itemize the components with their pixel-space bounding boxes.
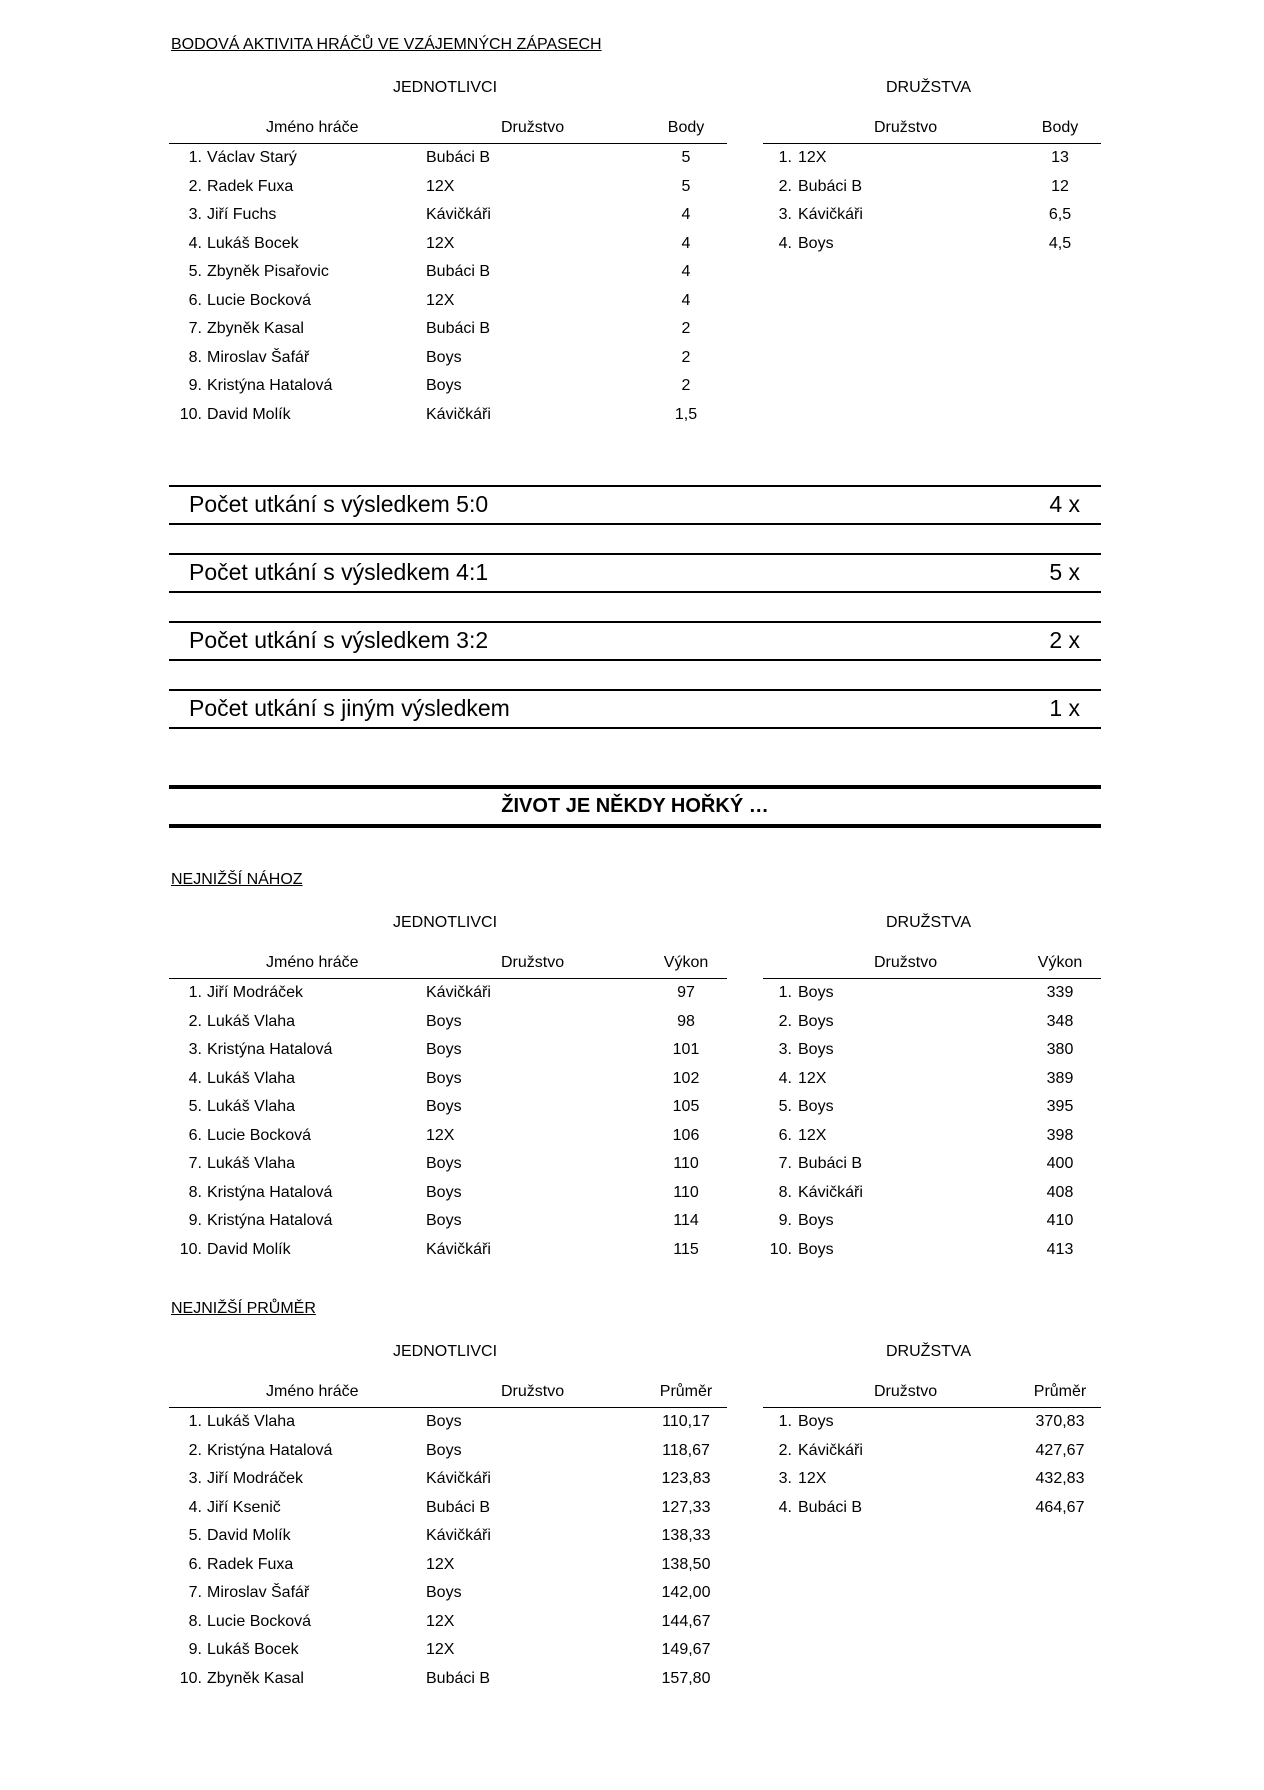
- points-individuals-caption: JEDNOTLIVCI: [393, 79, 498, 96]
- points-header-team: Družstvo: [501, 119, 565, 136]
- team-row-name: Boys: [798, 1413, 834, 1430]
- row-rank: 10.: [179, 1669, 202, 1687]
- result-label: Počet utkání s výsledkem 3:2: [189, 627, 489, 653]
- team-row-rank: 3.: [778, 1470, 792, 1487]
- roll-individuals-caption: JEDNOTLIVCI: [393, 914, 498, 931]
- team-row-value: 370,83: [1035, 1413, 1085, 1430]
- result-value: 1 x: [1049, 695, 1080, 721]
- team-row-name: Bubáci B: [798, 177, 863, 195]
- result-label: Počet utkání s výsledkem 4:1: [189, 559, 489, 585]
- avg-teams-header-rule: [763, 1407, 1101, 1408]
- row-player-name: Lukáš Vlaha: [207, 1012, 296, 1030]
- team-row-name: 12X: [798, 1470, 827, 1487]
- row-team-name: Kávičkáři: [426, 405, 491, 423]
- result-label: Počet utkání s výsledkem 5:0: [189, 491, 489, 517]
- team-row-name: Boys: [798, 1212, 834, 1229]
- row-value: 138,50: [661, 1555, 711, 1573]
- row-value: 98: [677, 1012, 695, 1030]
- row-team-name: 12X: [426, 1641, 455, 1658]
- result-value: 4 x: [1049, 491, 1080, 517]
- banner-title: ŽIVOT JE NĚKDY HOŘKÝ …: [501, 795, 769, 817]
- row-team-name: Boys: [426, 377, 462, 394]
- row-rank: 4.: [188, 1069, 202, 1087]
- row-player-name: David Molík: [207, 405, 291, 423]
- row-value: 138,33: [661, 1527, 711, 1544]
- row-player-name: Kristýna Hatalová: [207, 1441, 333, 1459]
- row-value: 144,67: [661, 1612, 711, 1630]
- result-bottom-rule: [169, 523, 1101, 525]
- row-rank: 4.: [188, 1498, 202, 1516]
- row-value: 114: [673, 1212, 699, 1229]
- row-value: 142,00: [661, 1584, 711, 1601]
- row-rank: 2.: [188, 1012, 202, 1030]
- row-team-name: Boys: [426, 1183, 462, 1201]
- row-value: 149,67: [661, 1641, 711, 1658]
- points-header-player: Jméno hráče: [266, 119, 359, 136]
- row-team-name: Boys: [426, 1098, 462, 1115]
- row-rank: 2.: [188, 177, 202, 195]
- roll-teams-header-rule: [763, 978, 1101, 979]
- row-player-name: Lucie Bocková: [207, 1612, 312, 1630]
- team-row-name: 12X: [798, 149, 827, 166]
- team-row-rank: 3.: [778, 1041, 792, 1058]
- row-team-name: Kávičkáři: [426, 206, 491, 223]
- row-value: 115: [673, 1240, 699, 1258]
- points-individuals-header-rule: [169, 143, 727, 144]
- row-rank: 8.: [188, 1612, 202, 1630]
- team-row-rank: 8.: [778, 1183, 792, 1201]
- team-row-name: 12X: [798, 1069, 827, 1087]
- row-team-name: 12X: [426, 1126, 455, 1144]
- row-rank: 10.: [179, 405, 202, 423]
- row-team-name: Bubáci B: [426, 263, 491, 280]
- row-rank: 7.: [188, 1584, 202, 1601]
- row-value: 2: [681, 320, 691, 337]
- row-value: 2: [681, 377, 691, 394]
- row-team-name: Bubáci B: [426, 1669, 491, 1687]
- avg-header-value: Průměr: [659, 1383, 713, 1400]
- team-row-name: Kávičkáři: [798, 1441, 863, 1459]
- row-team-name: Boys: [426, 1041, 462, 1058]
- row-value: 110: [673, 1155, 699, 1172]
- row-rank: 9.: [188, 377, 202, 394]
- row-value: 1,5: [674, 405, 698, 423]
- points-team-header-team: Družstvo: [874, 119, 938, 136]
- team-row-rank: 1.: [778, 1413, 792, 1430]
- row-team-name: 12X: [426, 1555, 455, 1573]
- row-value: 4: [681, 263, 691, 280]
- row-rank: 6.: [188, 1126, 202, 1144]
- row-value: 127,33: [661, 1498, 711, 1516]
- roll-individuals-header-rule: [169, 978, 727, 979]
- team-row-value: 432,83: [1035, 1470, 1085, 1487]
- team-row-name: Boys: [798, 984, 834, 1001]
- row-player-name: Jiří Fuchs: [207, 206, 277, 223]
- row-team-name: 12X: [426, 177, 455, 195]
- roll-teams-caption: DRUŽSTVA: [886, 914, 972, 931]
- row-team-name: 12X: [426, 1612, 455, 1630]
- result-top-rule: [169, 689, 1101, 691]
- row-player-name: Radek Fuxa: [207, 1555, 294, 1573]
- avg-header-team: Družstvo: [501, 1383, 565, 1400]
- result-top-rule: [169, 621, 1101, 623]
- points-teams-header-rule: [763, 143, 1101, 144]
- avg-teams-caption: DRUŽSTVA: [886, 1343, 972, 1360]
- row-value: 105: [672, 1098, 700, 1115]
- team-row-value: 13: [1051, 149, 1069, 166]
- row-value: 4: [681, 291, 691, 309]
- row-player-name: Zbyněk Pisařovic: [207, 263, 329, 280]
- row-player-name: Radek Fuxa: [207, 177, 294, 195]
- row-team-name: Bubáci B: [426, 1498, 491, 1516]
- row-team-name: Boys: [426, 1012, 462, 1030]
- team-row-name: Bubáci B: [798, 1155, 863, 1172]
- team-row-name: Boys: [798, 1041, 834, 1058]
- section-title-lowest-roll: NEJNIŽŠÍ NÁHOZ: [171, 871, 303, 888]
- team-row-value: 398: [1046, 1126, 1074, 1144]
- row-team-name: Kávičkáři: [426, 1527, 491, 1544]
- row-value: 157,80: [661, 1669, 711, 1687]
- result-bottom-rule: [169, 591, 1101, 593]
- row-rank: 9.: [188, 1212, 202, 1229]
- team-row-value: 410: [1046, 1212, 1074, 1229]
- row-team-name: Boys: [426, 1155, 462, 1172]
- row-rank: 4.: [188, 234, 202, 252]
- row-player-name: Kristýna Hatalová: [207, 377, 333, 394]
- roll-header-value: Výkon: [663, 954, 709, 971]
- row-player-name: Kristýna Hatalová: [207, 1183, 333, 1201]
- team-row-value: 12: [1051, 177, 1069, 195]
- team-row-name: Boys: [798, 1098, 834, 1115]
- result-value: 5 x: [1049, 559, 1080, 585]
- team-row-rank: 4.: [778, 234, 792, 252]
- avg-team-header-value: Průměr: [1033, 1383, 1087, 1400]
- row-value: 4: [681, 206, 691, 223]
- row-rank: 1.: [188, 149, 202, 166]
- row-player-name: Jiří Modráček: [207, 1470, 304, 1487]
- row-value: 5: [681, 149, 691, 166]
- team-row-value: 389: [1046, 1069, 1074, 1087]
- team-row-rank: 2.: [778, 1012, 792, 1030]
- section-title-points: BODOVÁ AKTIVITA HRÁČŮ VE VZÁJEMNÝCH ZÁPASECH: [171, 36, 602, 53]
- row-team-name: Kávičkáři: [426, 1470, 491, 1487]
- row-rank: 6.: [188, 291, 202, 309]
- banner-bottom-rule: [169, 824, 1101, 828]
- team-row-rank: 7.: [778, 1155, 792, 1172]
- avg-individuals-caption: JEDNOTLIVCI: [393, 1343, 498, 1360]
- row-team-name: Boys: [426, 1069, 462, 1087]
- team-row-name: 12X: [798, 1126, 827, 1144]
- row-rank: 5.: [188, 263, 202, 280]
- row-player-name: Lucie Bocková: [207, 291, 312, 309]
- avg-team-header-team: Družstvo: [874, 1383, 938, 1400]
- team-row-rank: 9.: [778, 1212, 792, 1229]
- result-top-rule: [169, 553, 1101, 555]
- team-row-name: Boys: [798, 1012, 834, 1030]
- row-rank: 9.: [188, 1641, 202, 1658]
- team-row-rank: 2.: [778, 1441, 792, 1459]
- row-rank: 5.: [188, 1098, 202, 1115]
- row-team-name: Bubáci B: [426, 320, 491, 337]
- row-player-name: Zbyněk Kasal: [207, 1669, 304, 1687]
- row-player-name: Lucie Bocková: [207, 1126, 312, 1144]
- team-row-value: 348: [1046, 1012, 1074, 1030]
- row-rank: 10.: [179, 1240, 202, 1258]
- team-row-value: 380: [1046, 1041, 1074, 1058]
- team-row-rank: 2.: [778, 177, 792, 195]
- team-row-value: 464,67: [1035, 1498, 1085, 1516]
- result-top-rule: [169, 485, 1101, 487]
- row-player-name: Jiří Modráček: [207, 984, 304, 1001]
- row-player-name: Lukáš Vlaha: [207, 1069, 296, 1087]
- section-title-lowest-average: NEJNIŽŠÍ PRŮMĚR: [171, 1300, 316, 1317]
- team-row-rank: 10.: [769, 1240, 792, 1258]
- row-player-name: Miroslav Šafář: [207, 1584, 310, 1601]
- row-value: 2: [681, 348, 691, 366]
- row-player-name: Kristýna Hatalová: [207, 1212, 333, 1229]
- row-value: 123,83: [661, 1470, 711, 1487]
- row-rank: 3.: [188, 1470, 202, 1487]
- team-row-value: 427,67: [1035, 1441, 1085, 1459]
- row-value: 106: [672, 1126, 700, 1144]
- points-team-header-value: Body: [1041, 119, 1079, 136]
- row-value: 97: [677, 984, 695, 1001]
- row-rank: 5.: [188, 1527, 202, 1544]
- points-header-value: Body: [667, 119, 705, 136]
- row-player-name: Lukáš Vlaha: [207, 1413, 296, 1430]
- row-player-name: Václav Starý: [207, 149, 297, 166]
- row-player-name: Miroslav Šafář: [207, 348, 310, 366]
- row-value: 102: [672, 1069, 700, 1087]
- team-row-name: Boys: [798, 234, 834, 252]
- row-player-name: David Molík: [207, 1240, 291, 1258]
- row-team-name: Boys: [426, 1584, 462, 1601]
- row-rank: 7.: [188, 1155, 202, 1172]
- row-value: 4: [681, 234, 691, 252]
- row-team-name: 12X: [426, 291, 455, 309]
- result-value: 2 x: [1049, 627, 1080, 653]
- team-row-name: Kávičkáři: [798, 206, 863, 223]
- row-team-name: Bubáci B: [426, 149, 491, 166]
- row-rank: 7.: [188, 320, 202, 337]
- row-team-name: Boys: [426, 348, 462, 366]
- team-row-value: 339: [1046, 984, 1074, 1001]
- row-rank: 3.: [188, 206, 202, 223]
- row-value: 110: [673, 1183, 699, 1201]
- banner-top-rule: [169, 785, 1101, 789]
- row-value: 101: [672, 1041, 700, 1058]
- row-rank: 8.: [188, 348, 202, 366]
- row-team-name: Boys: [426, 1413, 462, 1430]
- row-player-name: Lukáš Bocek: [207, 1641, 299, 1658]
- team-row-name: Bubáci B: [798, 1498, 863, 1516]
- row-rank: 1.: [188, 1413, 202, 1430]
- team-row-value: 400: [1046, 1155, 1074, 1172]
- row-player-name: Kristýna Hatalová: [207, 1041, 333, 1058]
- team-row-rank: 4.: [778, 1498, 792, 1516]
- avg-individuals-header-rule: [169, 1407, 727, 1408]
- row-team-name: Kávičkáři: [426, 1240, 491, 1258]
- row-rank: 8.: [188, 1183, 202, 1201]
- row-rank: 2.: [188, 1441, 202, 1459]
- row-rank: 1.: [188, 984, 202, 1001]
- row-player-name: Lukáš Vlaha: [207, 1098, 296, 1115]
- result-label: Počet utkání s jiným výsledkem: [189, 695, 510, 721]
- roll-team-header-value: Výkon: [1037, 954, 1083, 971]
- row-rank: 3.: [188, 1041, 202, 1058]
- row-team-name: Kávičkáři: [426, 984, 491, 1001]
- avg-header-player: Jméno hráče: [266, 1383, 359, 1400]
- team-row-rank: 1.: [778, 984, 792, 1001]
- team-row-rank: 4.: [778, 1069, 792, 1087]
- team-row-value: 408: [1046, 1183, 1074, 1201]
- team-row-value: 413: [1046, 1240, 1074, 1258]
- row-value: 5: [681, 177, 691, 195]
- result-bottom-rule: [169, 727, 1101, 729]
- team-row-rank: 1.: [778, 149, 792, 166]
- row-team-name: Boys: [426, 1441, 462, 1459]
- row-player-name: Zbyněk Kasal: [207, 320, 304, 337]
- team-row-rank: 5.: [778, 1098, 792, 1115]
- team-row-rank: 6.: [778, 1126, 792, 1144]
- row-player-name: Jiří Ksenič: [207, 1498, 281, 1516]
- row-player-name: Lukáš Vlaha: [207, 1155, 296, 1172]
- roll-header-player: Jméno hráče: [266, 954, 359, 971]
- points-teams-caption: DRUŽSTVA: [886, 79, 972, 96]
- row-player-name: Lukáš Bocek: [207, 234, 299, 252]
- team-row-value: 4,5: [1048, 234, 1072, 252]
- team-row-name: Boys: [798, 1240, 834, 1258]
- team-row-name: Kávičkáři: [798, 1183, 863, 1201]
- result-bottom-rule: [169, 659, 1101, 661]
- row-rank: 6.: [188, 1555, 202, 1573]
- row-team-name: 12X: [426, 234, 455, 252]
- row-value: 110,17: [662, 1413, 710, 1430]
- row-value: 118,67: [662, 1441, 710, 1459]
- roll-team-header-team: Družstvo: [874, 954, 938, 971]
- team-row-rank: 3.: [778, 206, 792, 223]
- team-row-value: 395: [1046, 1098, 1074, 1115]
- row-team-name: Boys: [426, 1212, 462, 1229]
- roll-header-team: Družstvo: [501, 954, 565, 971]
- team-row-value: 6,5: [1048, 206, 1072, 223]
- row-player-name: David Molík: [207, 1527, 291, 1544]
